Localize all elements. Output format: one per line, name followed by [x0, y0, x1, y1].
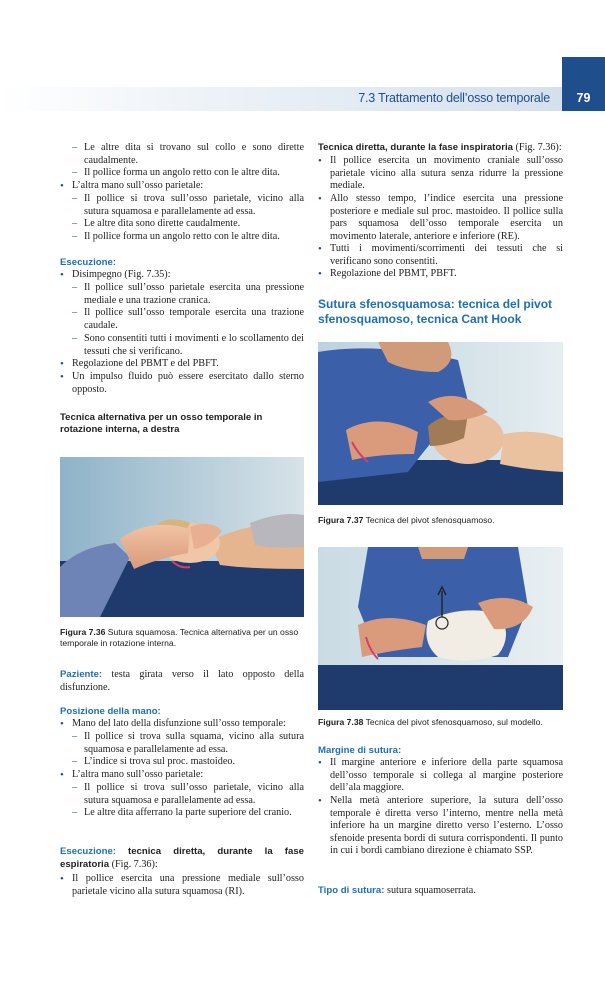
esecuzione-expiratory-paragraph: [60, 846, 304, 871]
figure-reference: (Fig. 7.36):: [515, 142, 562, 153]
figure-7-36-photo: [60, 457, 304, 617]
inspiratory-bold: Tecnica diretta, durante la fase inspiratoria: [318, 142, 513, 153]
list-item: – Sono consentiti tutti i movimenti e lo scollamento dei tessuti che si verificano.: [60, 333, 304, 358]
list-item: – Le altre dita sono dirette caudalmente.: [60, 218, 304, 231]
list-item: – Il pollice forma un angolo retto con le altre dita.: [60, 231, 304, 244]
list-item: – Il pollice sull’osso temporale esercita una trazione caudale.: [60, 307, 304, 332]
figure-label: Figura 7.38: [318, 717, 364, 727]
list-item: • Allo stesso tempo, l’indice esercita una pressione posteriore e mediale sul proc. mastoideo. Il pollice sulla pars squamosa dell’osso temporale esercita un movimento laterale, anteriore e inferiore (RE).: [318, 193, 563, 243]
figure-7-37-caption: [318, 515, 563, 526]
list-item: – L’indice si trova sul proc. mastoideo.: [60, 756, 304, 769]
figure-7-37-photo: [318, 342, 563, 505]
paziente-text: testa girata verso il lato opposto della disfunzione.: [60, 669, 304, 693]
margine-heading: Margine di sutura:: [318, 745, 402, 756]
list-item: • Il margine anteriore e inferiore della parte squamosa dell’osso temporale si collega al margine posteriore dell’ala maggiore.: [318, 757, 563, 795]
list-item: • Mano del lato della disfunzione sull’osso temporale:: [60, 718, 304, 731]
paziente-paragraph: [60, 669, 304, 694]
caption-text: Tecnica del pivot sfenosquamoso, sul modello.: [365, 717, 543, 727]
figure-7-38-photo: [318, 547, 563, 710]
running-header-title: 7.3 Trattamento dell’osso temporale: [358, 91, 550, 105]
esecuzione-bold: tecnica diretta, durante la fase espiratoria: [60, 846, 305, 870]
list-item: • L’altra mano sull’osso parietale:: [60, 180, 304, 193]
list-item: – Il pollice sull’osso parietale esercita una pressione mediale e una trazione cranica.: [60, 282, 304, 307]
paziente-label: Paziente:: [60, 669, 103, 680]
list-item: • Regolazione del PBMT, PBFT.: [318, 268, 563, 281]
list-item: • Il pollice esercita un movimento craniale sull’osso parietale vicino alla sutura senza ridurre la pressione mediale.: [318, 155, 563, 193]
figure-7-38-caption: [318, 717, 563, 728]
section-title: Sutura sfenosquamosa: tecnica del pivot sfenosquamoso, tecnica Cant Hook: [318, 297, 553, 326]
tipo-paragraph: [318, 885, 563, 898]
alternative-technique-heading: Tecnica alternativa per un osso temporale in rotazione interna, a destra: [60, 412, 263, 436]
figure-label: Figura 7.37: [318, 515, 364, 525]
figure-reference: (Fig. 7.36):: [111, 858, 158, 870]
caption-text: Tecnica del pivot sfenosquamoso.: [365, 515, 495, 525]
figure-7-36-caption: [60, 627, 304, 649]
list-item: • Nella metà anteriore superiore, la sutura dell’osso temporale è diretta verso l’interno, mentre nella metà inferiore ha un margine diretto verso l’esterno. L’osso sfenoide presenta bordi di sutura corrispondenti. Il punto in cui i bordi cambiano direzione è chiamato SSP.: [318, 795, 563, 858]
list-item: • Disimpegno (Fig. 7.35):: [60, 269, 304, 282]
caption-text: Sutura squamosa. Tecnica alternativa per un osso temporale in rotazione interna.: [60, 627, 299, 648]
inspiratory-heading: [318, 142, 563, 155]
list-item: • Il pollice esercita una pressione mediale sull’osso parietale vicino alla sutura squamosa (RI).: [60, 873, 304, 898]
figure-label: Figura 7.36: [60, 627, 106, 637]
posizione-heading: Posizione della mano:: [60, 706, 161, 717]
list-item: • Tutti i movimenti/scorrimenti dei tessuti che si verificano sono consentiti.: [318, 243, 563, 268]
list-item: • L’altra mano sull’osso parietale:: [60, 769, 304, 782]
list-item: – Il pollice si trova sull’osso parietale, vicino alla sutura squamosa e parallelamente ad essa.: [60, 193, 304, 218]
esecuzione-label: Esecuzione:: [60, 846, 116, 857]
tipo-label: Tipo di sutura:: [318, 885, 385, 896]
esecuzione-heading: Esecuzione:: [60, 257, 116, 268]
list-item: • Un impulso fluido può essere esercitato dallo sterno opposto.: [60, 371, 304, 396]
list-item: – Le altre dita si trovano sul collo e sono dirette caudalmente.: [60, 142, 304, 167]
list-item: • Regolazione del PBMT e del PBFT.: [60, 358, 304, 371]
list-item: – Le altre dita afferrano la parte superiore del cranio.: [60, 807, 304, 820]
list-item: – Il pollice forma un angolo retto con le altre dita.: [60, 167, 304, 180]
page-number: 79: [576, 91, 591, 105]
tipo-text: sutura squamoserrata.: [387, 885, 476, 896]
list-item: – Il pollice si trova sull’osso parietale, vicino alla sutura squamosa e parallelamente ad essa.: [60, 782, 304, 807]
list-item: – Il pollice si trova sulla squama, vicino alla sutura squamosa e parallelamente ad essa.: [60, 731, 304, 756]
